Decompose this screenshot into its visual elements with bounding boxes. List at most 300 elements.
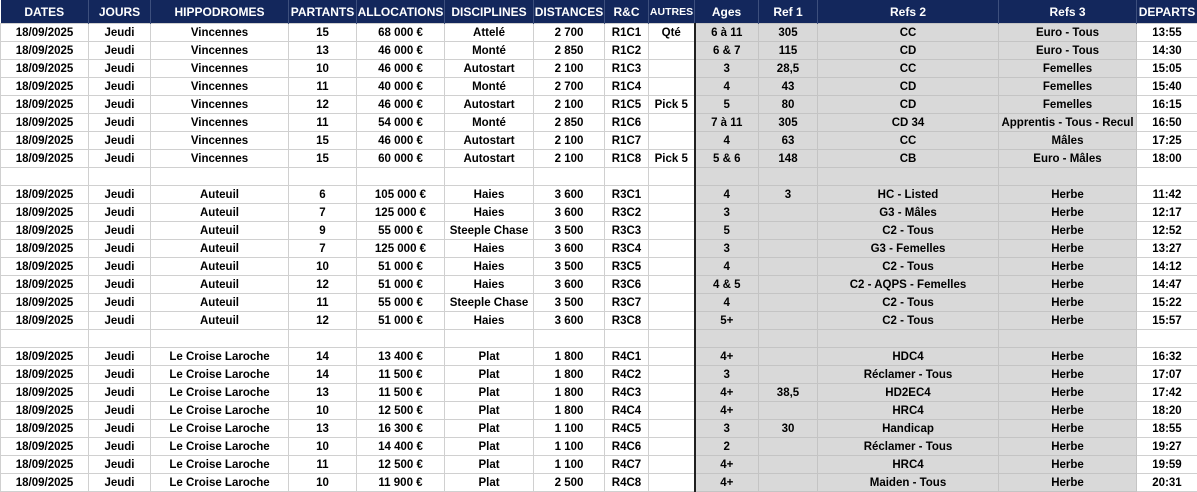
cell-partants: 10	[289, 258, 357, 276]
cell-refs3: Femelles	[999, 60, 1137, 78]
cell-ref1	[759, 366, 818, 384]
cell-jour: Jeudi	[89, 438, 151, 456]
cell-rc: R4C8	[605, 474, 649, 492]
cell-allocation: 60 000 €	[357, 150, 445, 168]
table-body	[1, 24, 1197, 492]
cell-partants: 12	[289, 276, 357, 294]
cell-autres	[649, 474, 695, 492]
cell-discipline: Haies	[445, 204, 534, 222]
cell-partants: 13	[289, 42, 357, 60]
cell-date: 18/09/2025	[1, 312, 89, 330]
cell-ages: 3	[695, 420, 759, 438]
cell-partants: 13	[289, 420, 357, 438]
cell-date: 18/09/2025	[1, 42, 89, 60]
cell-partants: 11	[289, 456, 357, 474]
cell-refs2: G3 - Mâles	[818, 204, 999, 222]
cell-discipline: Steeple Chase	[445, 222, 534, 240]
cell-discipline: Autostart	[445, 60, 534, 78]
cell-hippodrome: Vincennes	[151, 96, 289, 114]
empty-cell	[357, 168, 445, 186]
cell-rc: R4C1	[605, 348, 649, 366]
cell-rc: R1C5	[605, 96, 649, 114]
cell-discipline: Haies	[445, 240, 534, 258]
cell-ages: 6 & 7	[695, 42, 759, 60]
cell-ref1: 38,5	[759, 384, 818, 402]
cell-refs2: HRC4	[818, 456, 999, 474]
cell-hippodrome: Le Croise Laroche	[151, 420, 289, 438]
cell-distance: 2 850	[534, 114, 605, 132]
cell-ages: 7 à 11	[695, 114, 759, 132]
empty-cell	[445, 330, 534, 348]
empty-cell	[1, 330, 89, 348]
cell-jour: Jeudi	[89, 96, 151, 114]
cell-allocation: 125 000 €	[357, 240, 445, 258]
cell-jour: Jeudi	[89, 60, 151, 78]
cell-rc: R1C2	[605, 42, 649, 60]
cell-date: 18/09/2025	[1, 276, 89, 294]
cell-ref1	[759, 276, 818, 294]
cell-jour: Jeudi	[89, 114, 151, 132]
cell-ages: 4+	[695, 402, 759, 420]
cell-depart: 18:55	[1137, 420, 1197, 438]
cell-refs3: Herbe	[999, 240, 1137, 258]
cell-refs2: Réclamer - Tous	[818, 366, 999, 384]
cell-ages: 3	[695, 366, 759, 384]
cell-ages: 3	[695, 60, 759, 78]
cell-distance: 3 500	[534, 294, 605, 312]
cell-depart: 16:15	[1137, 96, 1197, 114]
cell-jour: Jeudi	[89, 402, 151, 420]
cell-autres	[649, 384, 695, 402]
cell-autres	[649, 276, 695, 294]
cell-jour: Jeudi	[89, 420, 151, 438]
cell-autres	[649, 114, 695, 132]
cell-jour: Jeudi	[89, 312, 151, 330]
cell-depart: 18:20	[1137, 402, 1197, 420]
cell-hippodrome: Le Croise Laroche	[151, 438, 289, 456]
header-row	[1, 0, 1197, 24]
header-rc: R&C	[605, 0, 649, 24]
cell-refs3: Euro - Mâles	[999, 150, 1137, 168]
cell-refs2: HC - Listed	[818, 186, 999, 204]
cell-ref1: 30	[759, 420, 818, 438]
cell-allocation: 125 000 €	[357, 204, 445, 222]
header-distances: DISTANCES	[534, 0, 605, 24]
cell-refs2: C2 - Tous	[818, 222, 999, 240]
cell-refs2: HD2EC4	[818, 384, 999, 402]
cell-rc: R3C1	[605, 186, 649, 204]
table-row	[1, 60, 1197, 78]
cell-allocation: 46 000 €	[357, 96, 445, 114]
cell-ref1	[759, 456, 818, 474]
cell-refs3: Euro - Tous	[999, 24, 1137, 42]
cell-ref1	[759, 474, 818, 492]
cell-refs3: Herbe	[999, 438, 1137, 456]
cell-depart: 15:57	[1137, 312, 1197, 330]
cell-discipline: Plat	[445, 402, 534, 420]
cell-discipline: Plat	[445, 474, 534, 492]
cell-rc: R4C4	[605, 402, 649, 420]
cell-refs3: Herbe	[999, 276, 1137, 294]
table-row	[1, 204, 1197, 222]
cell-date: 18/09/2025	[1, 294, 89, 312]
cell-date: 18/09/2025	[1, 24, 89, 42]
cell-ref1	[759, 348, 818, 366]
cell-distance: 3 600	[534, 276, 605, 294]
cell-partants: 10	[289, 402, 357, 420]
cell-discipline: Autostart	[445, 150, 534, 168]
cell-distance: 1 800	[534, 348, 605, 366]
cell-allocation: 12 500 €	[357, 402, 445, 420]
cell-depart: 14:47	[1137, 276, 1197, 294]
cell-refs2: CC	[818, 132, 999, 150]
cell-ages: 4	[695, 294, 759, 312]
cell-ages: 5	[695, 222, 759, 240]
header-jours: JOURS	[89, 0, 151, 24]
cell-depart: 17:07	[1137, 366, 1197, 384]
cell-partants: 15	[289, 24, 357, 42]
cell-discipline: Autostart	[445, 132, 534, 150]
header-hippodromes: HIPPODROMES	[151, 0, 289, 24]
cell-refs2: CD	[818, 42, 999, 60]
cell-allocation: 46 000 €	[357, 132, 445, 150]
cell-date: 18/09/2025	[1, 456, 89, 474]
cell-depart: 16:32	[1137, 348, 1197, 366]
cell-refs3: Herbe	[999, 258, 1137, 276]
table-row	[1, 348, 1197, 366]
cell-distance: 2 100	[534, 132, 605, 150]
table-row	[1, 96, 1197, 114]
cell-autres	[649, 420, 695, 438]
cell-autres	[649, 366, 695, 384]
cell-hippodrome: Auteuil	[151, 276, 289, 294]
cell-date: 18/09/2025	[1, 96, 89, 114]
cell-refs3: Herbe	[999, 204, 1137, 222]
header-autres: AUTRES	[649, 0, 695, 24]
cell-ages: 4+	[695, 474, 759, 492]
cell-rc: R3C7	[605, 294, 649, 312]
cell-jour: Jeudi	[89, 186, 151, 204]
cell-discipline: Plat	[445, 384, 534, 402]
cell-allocation: 11 900 €	[357, 474, 445, 492]
cell-ages: 4	[695, 186, 759, 204]
cell-autres	[649, 78, 695, 96]
table-row	[1, 456, 1197, 474]
cell-jour: Jeudi	[89, 222, 151, 240]
cell-hippodrome: Vincennes	[151, 78, 289, 96]
cell-rc: R1C6	[605, 114, 649, 132]
cell-allocation: 51 000 €	[357, 258, 445, 276]
cell-partants: 7	[289, 240, 357, 258]
cell-jour: Jeudi	[89, 384, 151, 402]
cell-jour: Jeudi	[89, 258, 151, 276]
cell-partants: 7	[289, 204, 357, 222]
cell-distance: 1 100	[534, 456, 605, 474]
cell-allocation: 13 400 €	[357, 348, 445, 366]
cell-rc: R4C7	[605, 456, 649, 474]
cell-ages: 4	[695, 78, 759, 96]
cell-partants: 12	[289, 96, 357, 114]
cell-autres	[649, 204, 695, 222]
cell-partants: 14	[289, 366, 357, 384]
cell-distance: 1 100	[534, 438, 605, 456]
cell-hippodrome: Auteuil	[151, 294, 289, 312]
cell-jour: Jeudi	[89, 240, 151, 258]
cell-autres	[649, 258, 695, 276]
cell-jour: Jeudi	[89, 474, 151, 492]
cell-date: 18/09/2025	[1, 474, 89, 492]
cell-refs3: Herbe	[999, 366, 1137, 384]
cell-refs2: HDC4	[818, 348, 999, 366]
table-row	[1, 42, 1197, 60]
cell-date: 18/09/2025	[1, 114, 89, 132]
cell-refs2: C2 - Tous	[818, 312, 999, 330]
cell-discipline: Monté	[445, 114, 534, 132]
cell-discipline: Plat	[445, 348, 534, 366]
cell-refs3: Herbe	[999, 474, 1137, 492]
cell-partants: 13	[289, 384, 357, 402]
cell-refs2: HRC4	[818, 402, 999, 420]
cell-depart: 15:40	[1137, 78, 1197, 96]
empty-cell	[1137, 330, 1197, 348]
cell-depart: 17:25	[1137, 132, 1197, 150]
table-row	[1, 150, 1197, 168]
cell-jour: Jeudi	[89, 24, 151, 42]
cell-ages: 4	[695, 132, 759, 150]
header-dates: DATES	[1, 0, 89, 24]
cell-hippodrome: Vincennes	[151, 24, 289, 42]
cell-partants: 15	[289, 150, 357, 168]
cell-refs2: C2 - AQPS - Femelles	[818, 276, 999, 294]
cell-date: 18/09/2025	[1, 240, 89, 258]
cell-rc: R3C5	[605, 258, 649, 276]
cell-jour: Jeudi	[89, 42, 151, 60]
empty-cell	[89, 168, 151, 186]
cell-allocation: 40 000 €	[357, 78, 445, 96]
table-row	[1, 240, 1197, 258]
cell-refs2: Maiden - Tous	[818, 474, 999, 492]
empty-cell	[695, 168, 759, 186]
cell-rc: R4C2	[605, 366, 649, 384]
cell-date: 18/09/2025	[1, 60, 89, 78]
cell-hippodrome: Le Croise Laroche	[151, 402, 289, 420]
cell-autres: Pick 5	[649, 96, 695, 114]
cell-distance: 2 850	[534, 42, 605, 60]
cell-allocation: 16 300 €	[357, 420, 445, 438]
cell-allocation: 46 000 €	[357, 60, 445, 78]
empty-cell	[999, 168, 1137, 186]
cell-rc: R1C8	[605, 150, 649, 168]
cell-distance: 2 700	[534, 78, 605, 96]
cell-depart: 14:30	[1137, 42, 1197, 60]
cell-autres: Qté	[649, 24, 695, 42]
cell-depart: 13:55	[1137, 24, 1197, 42]
empty-cell	[605, 330, 649, 348]
cell-autres	[649, 312, 695, 330]
cell-refs2: C2 - Tous	[818, 258, 999, 276]
table-row	[1, 420, 1197, 438]
cell-distance: 1 800	[534, 402, 605, 420]
cell-refs2: CD 34	[818, 114, 999, 132]
cell-rc: R1C1	[605, 24, 649, 42]
cell-discipline: Monté	[445, 42, 534, 60]
cell-distance: 1 800	[534, 366, 605, 384]
table-row	[1, 24, 1197, 42]
cell-depart: 15:05	[1137, 60, 1197, 78]
cell-distance: 3 500	[534, 222, 605, 240]
cell-hippodrome: Le Croise Laroche	[151, 456, 289, 474]
cell-ages: 4 & 5	[695, 276, 759, 294]
cell-ages: 5+	[695, 312, 759, 330]
cell-autres	[649, 294, 695, 312]
cell-distance: 2 700	[534, 24, 605, 42]
cell-distance: 2 500	[534, 474, 605, 492]
cell-discipline: Autostart	[445, 96, 534, 114]
cell-refs3: Herbe	[999, 348, 1137, 366]
cell-autres	[649, 348, 695, 366]
cell-partants: 15	[289, 132, 357, 150]
empty-cell	[999, 330, 1137, 348]
cell-refs2: Réclamer - Tous	[818, 438, 999, 456]
cell-ref1: 3	[759, 186, 818, 204]
cell-discipline: Haies	[445, 276, 534, 294]
cell-depart: 15:22	[1137, 294, 1197, 312]
cell-ages: 4	[695, 258, 759, 276]
header-ages: Ages	[695, 0, 759, 24]
cell-refs2: CC	[818, 24, 999, 42]
table-row	[1, 258, 1197, 276]
cell-refs3: Herbe	[999, 186, 1137, 204]
empty-cell	[649, 330, 695, 348]
cell-date: 18/09/2025	[1, 348, 89, 366]
empty-cell	[759, 330, 818, 348]
header-ref1: Ref 1	[759, 0, 818, 24]
cell-partants: 10	[289, 60, 357, 78]
table-row	[1, 276, 1197, 294]
cell-rc: R4C3	[605, 384, 649, 402]
cell-date: 18/09/2025	[1, 438, 89, 456]
cell-depart: 19:59	[1137, 456, 1197, 474]
cell-depart: 13:27	[1137, 240, 1197, 258]
cell-ref1	[759, 240, 818, 258]
cell-depart: 20:31	[1137, 474, 1197, 492]
table-row	[1, 312, 1197, 330]
cell-rc: R3C4	[605, 240, 649, 258]
cell-hippodrome: Le Croise Laroche	[151, 348, 289, 366]
empty-cell	[1137, 168, 1197, 186]
cell-ages: 2	[695, 438, 759, 456]
cell-distance: 1 800	[534, 384, 605, 402]
cell-jour: Jeudi	[89, 132, 151, 150]
cell-date: 18/09/2025	[1, 366, 89, 384]
cell-jour: Jeudi	[89, 456, 151, 474]
cell-refs3: Herbe	[999, 312, 1137, 330]
cell-refs3: Femelles	[999, 78, 1137, 96]
cell-depart: 12:52	[1137, 222, 1197, 240]
cell-ref1	[759, 204, 818, 222]
cell-partants: 11	[289, 114, 357, 132]
cell-distance: 3 600	[534, 312, 605, 330]
cell-date: 18/09/2025	[1, 420, 89, 438]
cell-refs3: Apprentis - Tous - Recul	[999, 114, 1137, 132]
cell-refs3: Herbe	[999, 294, 1137, 312]
cell-ref1: 148	[759, 150, 818, 168]
table-row	[1, 366, 1197, 384]
cell-ref1	[759, 294, 818, 312]
cell-ref1	[759, 402, 818, 420]
table-row	[1, 474, 1197, 492]
cell-distance: 2 100	[534, 96, 605, 114]
empty-cell	[534, 330, 605, 348]
cell-jour: Jeudi	[89, 204, 151, 222]
cell-refs2: CD	[818, 78, 999, 96]
cell-ages: 6 à 11	[695, 24, 759, 42]
cell-partants: 11	[289, 294, 357, 312]
cell-partants: 11	[289, 78, 357, 96]
table-row	[1, 402, 1197, 420]
cell-date: 18/09/2025	[1, 258, 89, 276]
table-row	[1, 78, 1197, 96]
cell-discipline: Plat	[445, 438, 534, 456]
cell-refs2: CB	[818, 150, 999, 168]
spacer-row	[1, 168, 1197, 186]
cell-ref1	[759, 258, 818, 276]
cell-rc: R4C5	[605, 420, 649, 438]
empty-cell	[759, 168, 818, 186]
empty-cell	[89, 330, 151, 348]
cell-date: 18/09/2025	[1, 132, 89, 150]
empty-cell	[289, 168, 357, 186]
cell-hippodrome: Vincennes	[151, 60, 289, 78]
table-row	[1, 132, 1197, 150]
cell-allocation: 51 000 €	[357, 312, 445, 330]
cell-jour: Jeudi	[89, 366, 151, 384]
cell-rc: R3C6	[605, 276, 649, 294]
cell-ages: 4+	[695, 384, 759, 402]
cell-hippodrome: Vincennes	[151, 132, 289, 150]
cell-hippodrome: Vincennes	[151, 114, 289, 132]
cell-partants: 10	[289, 438, 357, 456]
cell-discipline: Haies	[445, 312, 534, 330]
cell-rc: R3C3	[605, 222, 649, 240]
cell-distance: 2 100	[534, 60, 605, 78]
header-allocations: ALLOCATIONS	[357, 0, 445, 24]
cell-ref1: 305	[759, 114, 818, 132]
cell-ref1: 28,5	[759, 60, 818, 78]
cell-ref1	[759, 312, 818, 330]
cell-ages: 4+	[695, 456, 759, 474]
cell-partants: 9	[289, 222, 357, 240]
table-row	[1, 438, 1197, 456]
cell-ref1: 80	[759, 96, 818, 114]
cell-refs3: Herbe	[999, 384, 1137, 402]
header-partants: PARTANTS	[289, 0, 357, 24]
cell-autres	[649, 186, 695, 204]
cell-date: 18/09/2025	[1, 384, 89, 402]
header-refs3: Refs 3	[999, 0, 1137, 24]
cell-rc: R3C8	[605, 312, 649, 330]
cell-ages: 4+	[695, 348, 759, 366]
cell-date: 18/09/2025	[1, 222, 89, 240]
empty-cell	[151, 330, 289, 348]
cell-autres	[649, 456, 695, 474]
spacer-row	[1, 330, 1197, 348]
cell-hippodrome: Le Croise Laroche	[151, 384, 289, 402]
empty-cell	[818, 168, 999, 186]
cell-discipline: Plat	[445, 366, 534, 384]
cell-refs3: Femelles	[999, 96, 1137, 114]
cell-depart: 18:00	[1137, 150, 1197, 168]
